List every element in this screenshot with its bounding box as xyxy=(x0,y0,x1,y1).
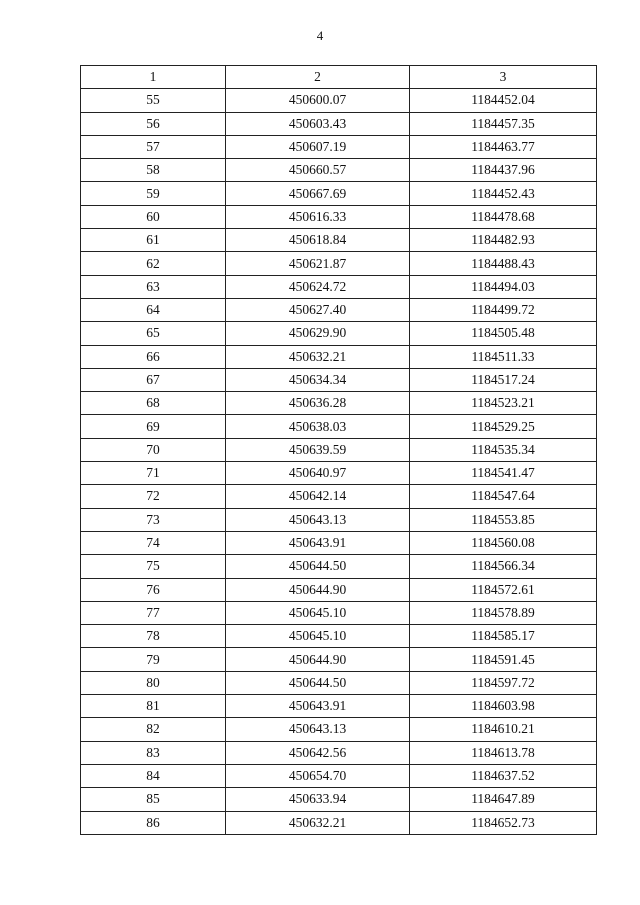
point-number-cell: 81 xyxy=(81,695,226,718)
table-row xyxy=(81,368,597,391)
table-row xyxy=(81,811,597,834)
y-coordinate-cell: 1184610.21 xyxy=(410,718,597,741)
table-row xyxy=(81,275,597,298)
point-number-cell: 77 xyxy=(81,601,226,624)
x-coordinate-cell: 450642.56 xyxy=(226,741,410,764)
x-coordinate-cell: 450616.33 xyxy=(226,205,410,228)
table-row xyxy=(81,601,597,624)
y-coordinate-cell: 1184488.43 xyxy=(410,252,597,275)
point-number-cell: 61 xyxy=(81,229,226,252)
y-coordinate-cell: 1184647.89 xyxy=(410,788,597,811)
point-number-cell: 84 xyxy=(81,764,226,787)
y-coordinate-cell: 1184566.34 xyxy=(410,555,597,578)
table-row xyxy=(81,648,597,671)
coordinates-table xyxy=(80,65,597,835)
point-number-cell: 72 xyxy=(81,485,226,508)
column-header-1: 1 xyxy=(81,66,226,89)
table-row xyxy=(81,671,597,694)
y-coordinate-cell: 1184499.72 xyxy=(410,298,597,321)
y-coordinate-cell: 1184437.96 xyxy=(410,159,597,182)
point-number-cell: 73 xyxy=(81,508,226,531)
table-row xyxy=(81,695,597,718)
y-coordinate-cell: 1184529.25 xyxy=(410,415,597,438)
point-number-cell: 62 xyxy=(81,252,226,275)
table-row xyxy=(81,229,597,252)
x-coordinate-cell: 450627.40 xyxy=(226,298,410,321)
point-number-cell: 82 xyxy=(81,718,226,741)
point-number-cell: 69 xyxy=(81,415,226,438)
column-header-2: 2 xyxy=(226,66,410,89)
y-coordinate-cell: 1184505.48 xyxy=(410,322,597,345)
table-row xyxy=(81,438,597,461)
point-number-cell: 64 xyxy=(81,298,226,321)
y-coordinate-cell: 1184652.73 xyxy=(410,811,597,834)
x-coordinate-cell: 450643.13 xyxy=(226,718,410,741)
point-number-cell: 79 xyxy=(81,648,226,671)
table-row xyxy=(81,508,597,531)
table-row xyxy=(81,345,597,368)
table-row xyxy=(81,625,597,648)
y-coordinate-cell: 1184553.85 xyxy=(410,508,597,531)
y-coordinate-cell: 1184603.98 xyxy=(410,695,597,718)
y-coordinate-cell: 1184637.52 xyxy=(410,764,597,787)
x-coordinate-cell: 450632.21 xyxy=(226,811,410,834)
x-coordinate-cell: 450640.97 xyxy=(226,462,410,485)
point-number-cell: 70 xyxy=(81,438,226,461)
x-coordinate-cell: 450644.50 xyxy=(226,671,410,694)
y-coordinate-cell: 1184578.89 xyxy=(410,601,597,624)
x-coordinate-cell: 450636.28 xyxy=(226,392,410,415)
point-number-cell: 86 xyxy=(81,811,226,834)
y-coordinate-cell: 1184463.77 xyxy=(410,135,597,158)
x-coordinate-cell: 450667.69 xyxy=(226,182,410,205)
table-row xyxy=(81,578,597,601)
point-number-cell: 66 xyxy=(81,345,226,368)
table-row xyxy=(81,415,597,438)
table-row xyxy=(81,112,597,135)
point-number-cell: 59 xyxy=(81,182,226,205)
point-number-cell: 74 xyxy=(81,531,226,554)
table-row xyxy=(81,182,597,205)
x-coordinate-cell: 450607.19 xyxy=(226,135,410,158)
point-number-cell: 55 xyxy=(81,89,226,112)
y-coordinate-cell: 1184511.33 xyxy=(410,345,597,368)
point-number-cell: 85 xyxy=(81,788,226,811)
y-coordinate-cell: 1184517.24 xyxy=(410,368,597,391)
x-coordinate-cell: 450644.90 xyxy=(226,578,410,601)
table-row xyxy=(81,89,597,112)
y-coordinate-cell: 1184560.08 xyxy=(410,531,597,554)
page-number: 4 xyxy=(316,28,324,43)
x-coordinate-cell: 450624.72 xyxy=(226,275,410,298)
y-coordinate-cell: 1184535.34 xyxy=(410,438,597,461)
point-number-cell: 56 xyxy=(81,112,226,135)
x-coordinate-cell: 450644.90 xyxy=(226,648,410,671)
x-coordinate-cell: 450621.87 xyxy=(226,252,410,275)
y-coordinate-cell: 1184494.03 xyxy=(410,275,597,298)
point-number-cell: 75 xyxy=(81,555,226,578)
y-coordinate-cell: 1184597.72 xyxy=(410,671,597,694)
x-coordinate-cell: 450643.91 xyxy=(226,531,410,554)
x-coordinate-cell: 450634.34 xyxy=(226,368,410,391)
x-coordinate-cell: 450643.13 xyxy=(226,508,410,531)
table-row xyxy=(81,252,597,275)
x-coordinate-cell: 450600.07 xyxy=(226,89,410,112)
point-number-cell: 68 xyxy=(81,392,226,415)
y-coordinate-cell: 1184457.35 xyxy=(410,112,597,135)
table-row xyxy=(81,718,597,741)
table-row xyxy=(81,555,597,578)
table-row xyxy=(81,135,597,158)
table-row xyxy=(81,298,597,321)
y-coordinate-cell: 1184613.78 xyxy=(410,741,597,764)
table-row xyxy=(81,788,597,811)
y-coordinate-cell: 1184478.68 xyxy=(410,205,597,228)
y-coordinate-cell: 1184591.45 xyxy=(410,648,597,671)
x-coordinate-cell: 450642.14 xyxy=(226,485,410,508)
y-coordinate-cell: 1184572.61 xyxy=(410,578,597,601)
x-coordinate-cell: 450639.59 xyxy=(226,438,410,461)
y-coordinate-cell: 1184482.93 xyxy=(410,229,597,252)
x-coordinate-cell: 450645.10 xyxy=(226,601,410,624)
x-coordinate-cell: 450632.21 xyxy=(226,345,410,368)
y-coordinate-cell: 1184523.21 xyxy=(410,392,597,415)
point-number-cell: 78 xyxy=(81,625,226,648)
table-header-row xyxy=(81,66,597,89)
table-row xyxy=(81,531,597,554)
table-row xyxy=(81,462,597,485)
x-coordinate-cell: 450644.50 xyxy=(226,555,410,578)
x-coordinate-cell: 450643.91 xyxy=(226,695,410,718)
point-number-cell: 60 xyxy=(81,205,226,228)
point-number-cell: 83 xyxy=(81,741,226,764)
x-coordinate-cell: 450660.57 xyxy=(226,159,410,182)
table-row xyxy=(81,392,597,415)
column-header-3: 3 xyxy=(410,66,597,89)
x-coordinate-cell: 450633.94 xyxy=(226,788,410,811)
point-number-cell: 58 xyxy=(81,159,226,182)
x-coordinate-cell: 450645.10 xyxy=(226,625,410,648)
y-coordinate-cell: 1184452.43 xyxy=(410,182,597,205)
point-number-cell: 65 xyxy=(81,322,226,345)
y-coordinate-cell: 1184547.64 xyxy=(410,485,597,508)
y-coordinate-cell: 1184585.17 xyxy=(410,625,597,648)
table-row xyxy=(81,764,597,787)
x-coordinate-cell: 450618.84 xyxy=(226,229,410,252)
point-number-cell: 80 xyxy=(81,671,226,694)
table-row xyxy=(81,205,597,228)
x-coordinate-cell: 450603.43 xyxy=(226,112,410,135)
x-coordinate-cell: 450654.70 xyxy=(226,764,410,787)
table-row xyxy=(81,159,597,182)
table-row xyxy=(81,322,597,345)
point-number-cell: 67 xyxy=(81,368,226,391)
point-number-cell: 76 xyxy=(81,578,226,601)
y-coordinate-cell: 1184541.47 xyxy=(410,462,597,485)
x-coordinate-cell: 450629.90 xyxy=(226,322,410,345)
x-coordinate-cell: 450638.03 xyxy=(226,415,410,438)
point-number-cell: 57 xyxy=(81,135,226,158)
table-row xyxy=(81,485,597,508)
point-number-cell: 71 xyxy=(81,462,226,485)
table-row xyxy=(81,741,597,764)
point-number-cell: 63 xyxy=(81,275,226,298)
y-coordinate-cell: 1184452.04 xyxy=(410,89,597,112)
